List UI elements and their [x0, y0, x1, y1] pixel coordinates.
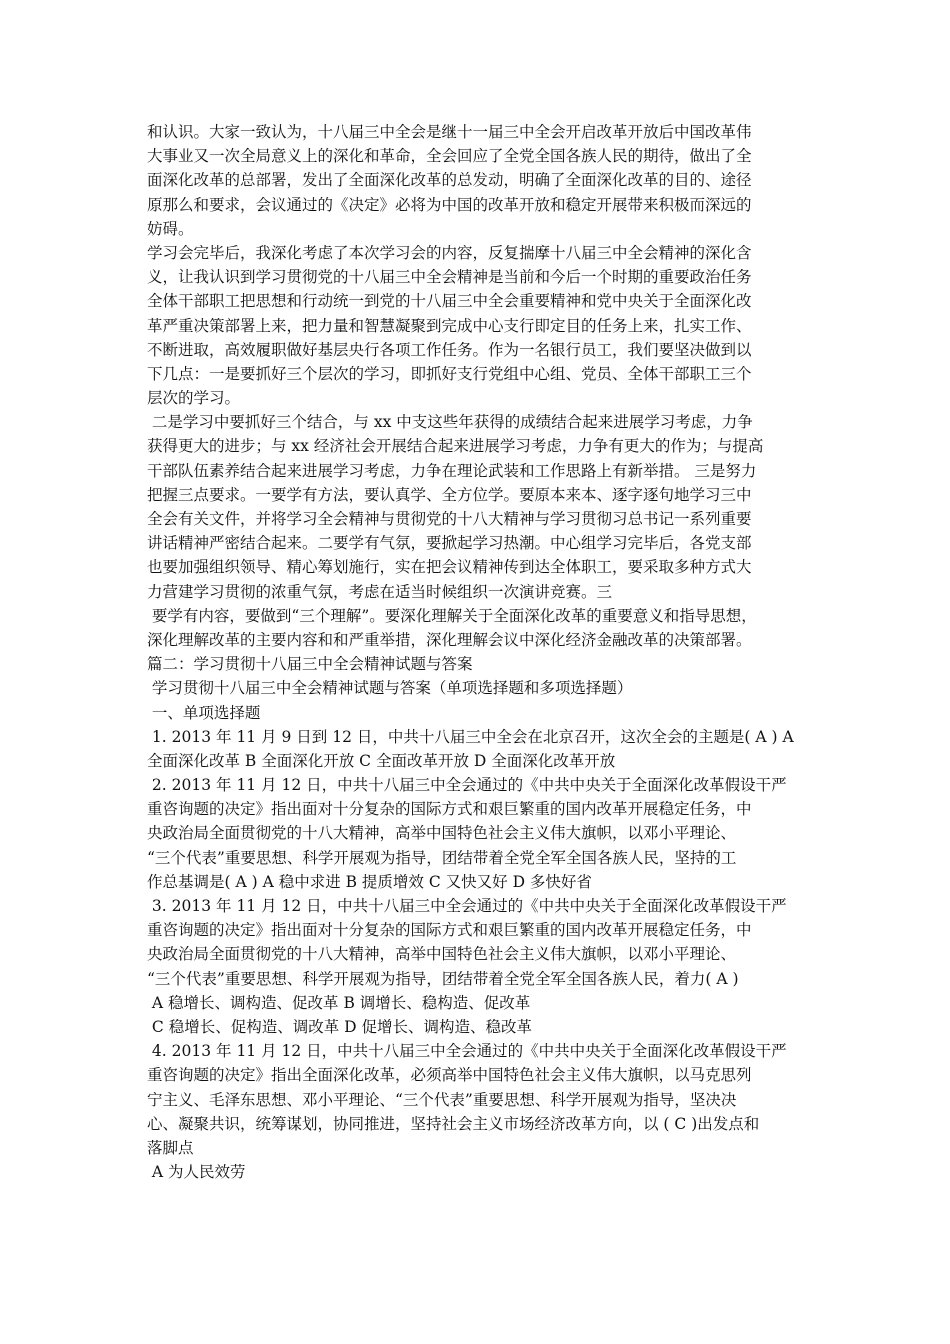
text-line: 全体干部职工把思想和行动统一到党的十八届三中全会重要精神和党中央关于全面深化改 [147, 292, 752, 311]
quiz-section-heading: 一、单项选择题 [147, 703, 261, 722]
question-text: 重咨询题的决定》指出面对十分复杂的国际方式和艰巨繁重的国内改革开展稳定任务，中 [147, 800, 752, 819]
text-line: 讲话精神严密结合起来。二要学有气氛，要掀起学习热潮。中心组学习完毕后，各党支部 [147, 534, 752, 553]
text-line: 力营建学习贯彻的浓重气氛，考虑在适当时候组织一次演讲竞赛。三 [147, 582, 613, 601]
question-text: “三个代表”重要思想、科学开展观为指导，团结带着全党全军全国各族人民，坚持的工 [147, 848, 737, 867]
text-line: 干部队伍素养结合起来进展学习考虑，力争在理论武装和工作思路上有新举措。 三是努力 [147, 461, 757, 480]
question-text: 4. 2013 年 11 月 12 日，中共十八届三中全会通过的《中共中央关于全面深化改革假设干严 [147, 1042, 787, 1061]
section-heading: 篇二：学习贯彻十八届三中全会精神试题与答案 [147, 655, 473, 674]
answer-option: A 为人民效劳 [147, 1163, 246, 1182]
question-text: 心、凝聚共识，统筹谋划，协同推进，坚持社会主义市场经济改革方向，以 ( C )出发点和 [147, 1114, 760, 1133]
question-text: “三个代表”重要思想、科学开展观为指导，团结带着全党全军全国各族人民，着力( A ) [147, 969, 739, 988]
text-line: 不断进取，高效履职做好基层央行各项工作任务。作为一名银行员工，我们要坚决做到以 [147, 340, 752, 359]
question-text: 作总基调是( A ) A 稳中求进 B 提质增效 C 又快又好 D 多快好省 [147, 872, 592, 891]
text-line: 要学有内容，要做到“三个理解”。要深化理解关于全面深化改革的重要意义和指导思想， [147, 606, 757, 625]
text-line: 原那么和要求，会议通过的《决定》必将为中国的改革开放和稳定开展带来积极而深远的 [147, 195, 752, 214]
text-line: 下几点：一是要抓好三个层次的学习，即抓好支行党组中心组、党员、全体干部职工三个 [147, 364, 752, 383]
question-text: 央政治局全面贯彻党的十八大精神，高举中国特色社会主义伟大旗帜，以邓小平理论、 [147, 945, 737, 964]
text-line: 把握三点要求。一要学有方法，要认真学、全方位学。要原本来本、逐字逐句地学习三中 [147, 485, 752, 504]
text-line: 学习会完毕后，我深化考虑了本次学习会的内容，反复揣摩十八届三中全会精神的深化含 [147, 243, 752, 262]
question-text: 宁主义、毛泽东思想、邓小平理论、“三个代表”重要思想、科学开展观为指导，坚决决 [147, 1090, 737, 1109]
answer-options: A 稳增长、调构造、促改革 B 调增长、稳构造、促改革 [147, 993, 531, 1012]
text-line: 获得更大的进步；与 xx 经济社会开展结合起来进展学习考虑，力争有更大的作为；与提高 [147, 437, 764, 456]
text-line: 面深化改革的总部署，发出了全面深化改革的总发动，明确了全面深化改革的目的、途径 [147, 171, 752, 190]
question-text: 央政治局全面贯彻党的十八大精神，高举中国特色社会主义伟大旗帜，以邓小平理论、 [147, 824, 737, 843]
text-line: 大事业又一次全局意义上的深化和革命，全会回应了全党全国各族人民的期待，做出了全 [147, 147, 752, 166]
question-text: 1. 2013 年 11 月 9 日到 12 日，中共十八届三中全会在北京召开，这次全会的主题是( A ) A [147, 727, 794, 746]
question-text: 重咨询题的决定》指出面对十分复杂的国际方式和艰巨繁重的国内改革开展稳定任务，中 [147, 921, 752, 940]
text-line: 革严重决策部署上来，把力量和智慧凝聚到完成中心支行即定目的任务上来，扎实工作、 [147, 316, 752, 335]
quiz-title: 学习贯彻十八届三中全会精神试题与答案（单项选择题和多项选择题） [147, 679, 633, 698]
document-page [147, 120, 837, 1184]
text-line: 和认识。大家一致认为，十八届三中全会是继十一届三中全会开启改革开放后中国改革伟 [147, 123, 752, 141]
text-line: 层次的学习。 [147, 389, 241, 408]
question-text: 落脚点 [147, 1138, 194, 1157]
text-line: 义，让我认识到学习贯彻党的十八届三中全会精神是当前和今后一个时期的重要政治任务 [147, 268, 752, 287]
question-text: 2. 2013 年 11 月 12 日，中共十八届三中全会通过的《中共中央关于全面深化改革假设干严 [147, 776, 787, 795]
text-line: 也要加强组织领导、精心筹划施行，实在把会议精神传到达全体职工，要采取多种方式大 [147, 558, 752, 577]
question-text: 3. 2013 年 11 月 12 日，中共十八届三中全会通过的《中共中央关于全面深化改革假设干严 [147, 897, 787, 915]
text-line: 妨碍。 [147, 219, 194, 238]
text-line: 深化理解改革的主要内容和和严重举措，深化理解会议中深化经济金融改革的决策部署。 [147, 630, 752, 649]
text-line: 二是学习中要抓好三个结合，与 xx 中支这些年获得的成绩结合起来进展学习考虑，力争 [147, 413, 753, 432]
text-line: 全会有关文件，并将学习全会精神与贯彻党的十八大精神与学习贯彻习总书记一系列重要 [147, 510, 752, 528]
answer-options: C 稳增长、促构造、调改革 D 促增长、调构造、稳改革 [147, 1017, 532, 1036]
question-text: 重咨询题的决定》指出全面深化改革，必须高举中国特色社会主义伟大旗帜，以马克思列 [147, 1066, 752, 1085]
question-text: 全面深化改革 B 全面深化开放 C 全面改革开放 D 全面深化改革开放 [147, 751, 616, 770]
